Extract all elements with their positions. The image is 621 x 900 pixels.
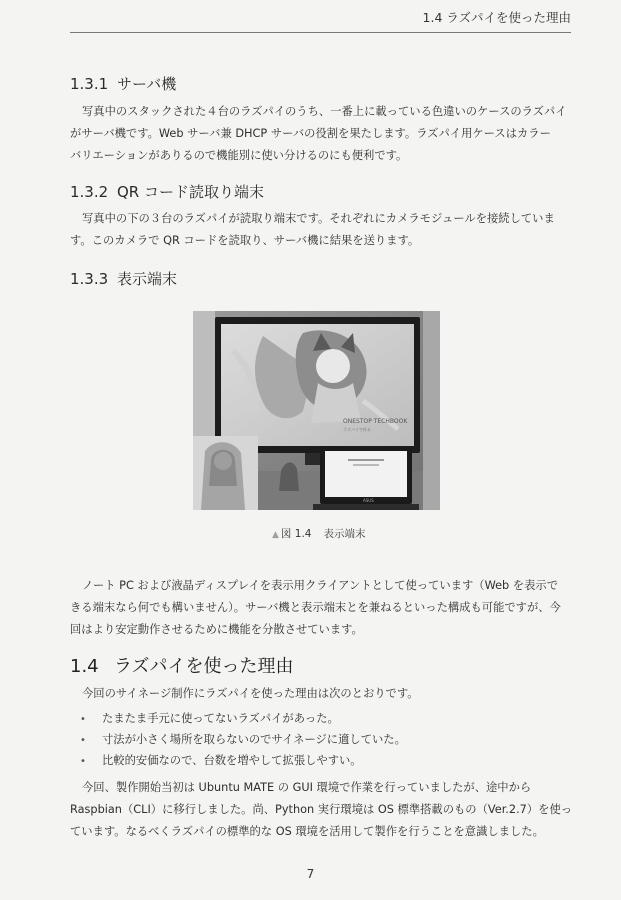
header-rule xyxy=(70,32,571,33)
paragraph-line: 写真中の下の３台のラズパイが読取り端末です。それぞれにカメラモジュールを接続していま xyxy=(82,212,555,225)
list-item: • たまたま手元に使ってないラズパイがあった。 xyxy=(80,712,339,725)
paragraph-line: す。このカメラで QR コードを読取り、サーバ機に結果を送ります。 xyxy=(70,234,420,247)
paragraph-line: 写真中のスタックされた４台のラズパイのうち、一番上に載っている色違いのケースのラズパイ xyxy=(82,105,567,118)
display-terminal-photo xyxy=(193,311,440,510)
paragraph-line: 今回、製作開始当初は Ubuntu MATE の GUI 環境で作業を行っていましたが、途中から xyxy=(82,781,532,794)
heading-1-4 xyxy=(70,652,293,678)
heading-1-3-2 xyxy=(70,181,264,202)
caption-triangle-icon: ▲ xyxy=(272,530,279,540)
monitor-logo-subtext: ラズパイで作る xyxy=(343,427,371,432)
heading-number: 1.3.3 xyxy=(70,270,109,288)
paragraph-closing xyxy=(70,777,573,843)
laptop-brand: ASUS xyxy=(363,498,374,503)
figure-photo xyxy=(193,311,440,510)
paragraph-display-terminal xyxy=(70,575,570,641)
paragraph-line: Raspbian（CLI）に移行しました。尚、Python 実行環境は OS 標準搭載のもの（Ver.2.7）を使っ xyxy=(70,803,573,816)
heading-title: サーバ機 xyxy=(117,75,177,93)
heading-1-3-3 xyxy=(70,268,177,289)
paragraph-server xyxy=(70,101,570,167)
paragraph-line: バリエーションがありるので機能別に使い分けるのにも便利です。 xyxy=(70,149,408,162)
paragraph-line: 回はより安定動作させるために機能を分散させています。 xyxy=(70,623,363,636)
figure-caption xyxy=(272,526,365,541)
reasons-list xyxy=(80,710,406,773)
heading-number: 1.4 xyxy=(70,656,99,677)
paragraph-line: ています。なるべくラズパイの標準的な OS 環境を活用して製作を行うことを意識しました。 xyxy=(70,825,544,838)
paragraph-intro xyxy=(70,683,570,705)
heading-number: 1.3.1 xyxy=(70,75,109,93)
list-item: • 比較的安価なので、台数を増やして拡張しやすい。 xyxy=(80,754,362,767)
monitor-logo-text: ONESTOP TECHBOOK xyxy=(343,418,408,425)
caption-label: 図 1.4 xyxy=(280,528,312,540)
running-header-text: 1.4 ラズパイを使った理由 xyxy=(422,10,571,25)
paragraph-line: がサーバ機です。Web サーバ兼 DHCP サーバの役割を果たします。ラズパイ用ケースはカラー xyxy=(70,127,551,140)
heading-title: 表示端末 xyxy=(117,270,178,288)
laptop-screen xyxy=(325,451,407,497)
paragraph-line: 今回のサイネージ制作にラズパイを使った理由は次のとおりです。 xyxy=(82,687,419,700)
paragraph-line: きる端末なら何でも構いません）。サーバ機と表示端末とを兼ねるといった構成も可能ですが、今 xyxy=(70,601,561,614)
heading-number: 1.3.2 xyxy=(70,183,109,201)
page-number: 7 xyxy=(306,867,315,881)
paragraph-qr-reader xyxy=(70,208,570,252)
list-item: • 寸法が小さく場所を取らないのでサイネージに適していた。 xyxy=(80,733,406,746)
paragraph-line: ノート PC および液晶ディスプレイを表示用クライアントとして使っています（Web を表示で xyxy=(82,579,558,592)
heading-title: QR コード読取り端末 xyxy=(117,183,264,201)
heading-1-3-1 xyxy=(70,73,176,94)
running-header xyxy=(0,0,621,34)
caption-text: 表示端末 xyxy=(323,528,366,540)
heading-title: ラズパイを使った理由 xyxy=(114,656,294,677)
